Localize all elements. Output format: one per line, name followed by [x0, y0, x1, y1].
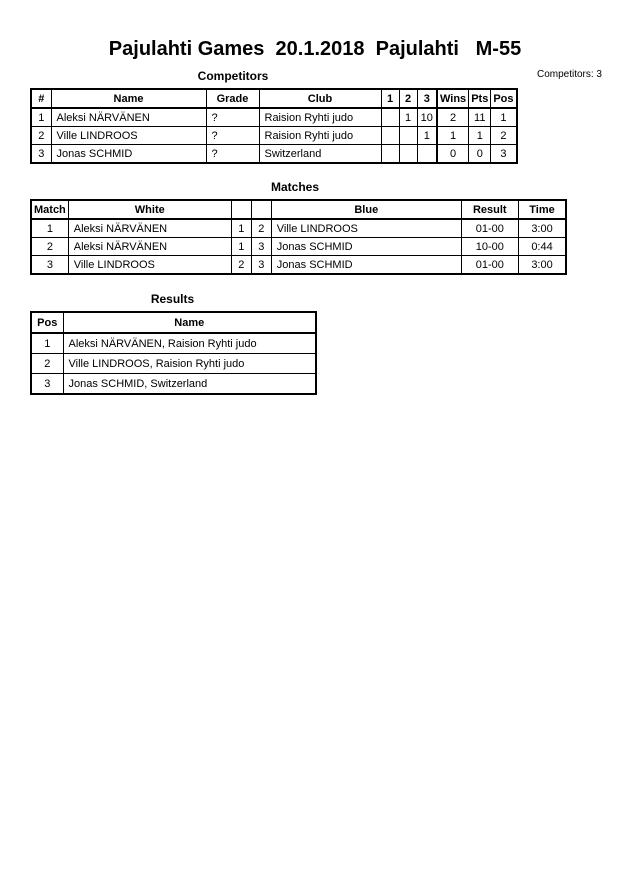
col-header-wins: Wins: [437, 89, 469, 108]
cell: 01-00: [461, 256, 518, 275]
matches-table: [30, 199, 567, 275]
cell: 3: [251, 256, 271, 275]
results-table: [30, 311, 317, 395]
col-header-result: Result: [461, 200, 518, 219]
results-section: [30, 292, 630, 395]
col-header-time: Time: [518, 200, 566, 219]
cell: 1: [491, 108, 517, 127]
col-header-club: Club: [259, 89, 381, 108]
col-header-white-num: [231, 200, 251, 219]
cell: [381, 145, 399, 164]
col-header-number: #: [31, 89, 51, 108]
competitors-section-title: Competitors: [197, 69, 269, 83]
cell: 1: [417, 127, 437, 145]
cell: [381, 127, 399, 145]
cell: 3: [491, 145, 517, 164]
cell: Aleksi NÄRVÄNEN, Raision Ryhti judo: [63, 333, 316, 354]
cell: 3:00: [518, 256, 566, 275]
cell: 2: [31, 127, 51, 145]
col-header-1: 1: [381, 89, 399, 108]
page-title: Pajulahti Games 20.1.2018 Pajulahti M-55: [108, 38, 522, 60]
cell: Aleksi NÄRVÄNEN: [51, 108, 206, 127]
cell: 0:44: [518, 238, 566, 256]
cell: Switzerland: [259, 145, 381, 164]
cell: Jonas SCHMID, Switzerland: [63, 374, 316, 395]
matches-section-title: Matches: [270, 180, 320, 194]
col-header-name: Name: [51, 89, 206, 108]
cell: Aleksi NÄRVÄNEN: [68, 238, 231, 256]
cell: 1: [31, 219, 68, 238]
table-row: [31, 127, 517, 145]
col-header-grade: Grade: [206, 89, 259, 108]
col-header-blue-num: [251, 200, 271, 219]
cell: ?: [206, 145, 259, 164]
matches-header-row: [31, 200, 566, 219]
cell: Jonas SCHMID: [271, 238, 461, 256]
col-header-name: Name: [63, 312, 316, 333]
col-header-pos: Pos: [491, 89, 517, 108]
table-row: [31, 238, 566, 256]
col-header-match: Match: [31, 200, 68, 219]
cell: Raision Ryhti judo: [259, 127, 381, 145]
cell: 2: [491, 127, 517, 145]
cell: 10-00: [461, 238, 518, 256]
cell: ?: [206, 108, 259, 127]
cell: 1: [469, 127, 491, 145]
results-header-row: [31, 312, 316, 333]
cell: 0: [469, 145, 491, 164]
cell: 3: [251, 238, 271, 256]
cell: 2: [31, 238, 68, 256]
cell: 1: [399, 108, 417, 127]
competitors-count-label: Competitors: 3: [536, 69, 602, 80]
cell: 0: [437, 145, 469, 164]
competitors-table: [30, 88, 518, 164]
cell: Aleksi NÄRVÄNEN: [68, 219, 231, 238]
cell: 1: [231, 238, 251, 256]
cell: 1: [31, 333, 63, 354]
table-row: [31, 333, 316, 354]
table-row: [31, 219, 566, 238]
col-header-blue: Blue: [271, 200, 461, 219]
cell: 3: [31, 256, 68, 275]
cell: ?: [206, 127, 259, 145]
cell: 2: [437, 108, 469, 127]
cell: 2: [231, 256, 251, 275]
cell: 2: [251, 219, 271, 238]
cell: 1: [437, 127, 469, 145]
table-row: [31, 108, 517, 127]
table-row: [31, 145, 517, 164]
cell: Ville LINDROOS: [271, 219, 461, 238]
cell: 3: [31, 145, 51, 164]
cell: Jonas SCHMID: [271, 256, 461, 275]
col-header-pts: Pts: [469, 89, 491, 108]
table-row: [31, 256, 566, 275]
cell: Jonas SCHMID: [51, 145, 206, 164]
cell: Ville LINDROOS, Raision Ryhti judo: [63, 354, 316, 374]
cell: [399, 145, 417, 164]
cell: 01-00: [461, 219, 518, 238]
cell: [399, 127, 417, 145]
cell: 10: [417, 108, 437, 127]
cell: 1: [231, 219, 251, 238]
cell: 1: [31, 108, 51, 127]
table-row: [31, 354, 316, 374]
cell: 3: [31, 374, 63, 395]
cell: [381, 108, 399, 127]
results-section-title: Results: [150, 292, 195, 306]
cell: Raision Ryhti judo: [259, 108, 381, 127]
col-header-white: White: [68, 200, 231, 219]
cell: 11: [469, 108, 491, 127]
competitors-header-row: [31, 89, 517, 108]
matches-section: [30, 180, 630, 275]
col-header-3: 3: [417, 89, 437, 108]
table-row: [31, 374, 316, 395]
col-header-2: 2: [399, 89, 417, 108]
cell: Ville LINDROOS: [51, 127, 206, 145]
cell: [417, 145, 437, 164]
cell: Ville LINDROOS: [68, 256, 231, 275]
competitors-section: [30, 69, 630, 164]
cell: 3:00: [518, 219, 566, 238]
cell: 2: [31, 354, 63, 374]
col-header-pos: Pos: [31, 312, 63, 333]
